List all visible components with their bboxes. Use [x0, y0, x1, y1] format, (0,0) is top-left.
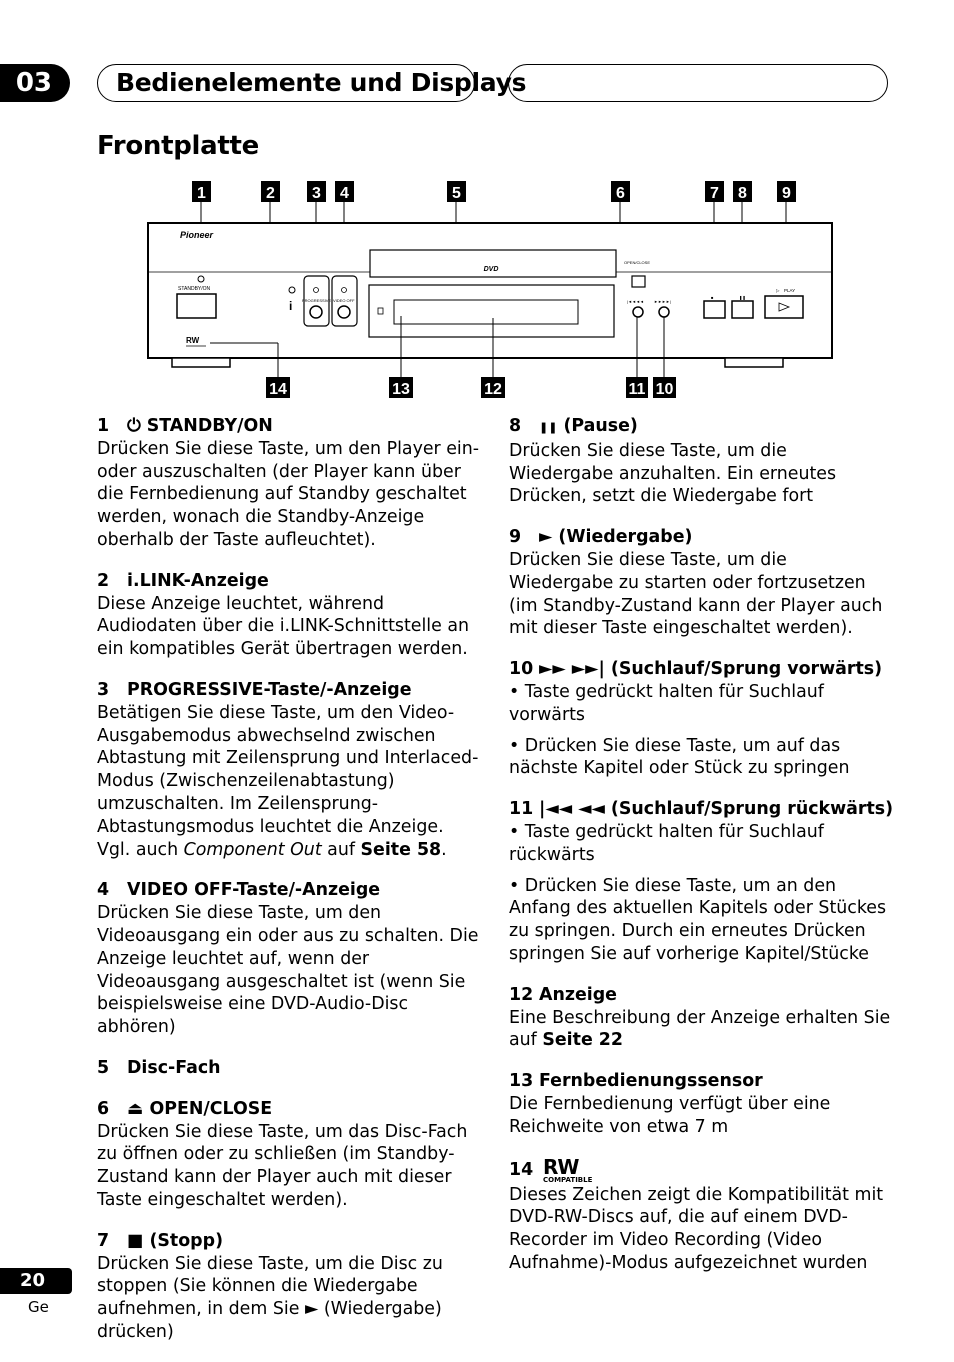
bullet: • Taste gedrückt halten für Suchlauf vorwärts	[509, 681, 824, 725]
item-text: Diese Anzeige leuchtet, während Audiodaten über die i.LINK-Schnittstelle an ein kompatibles Gerät übertragen werden.	[97, 593, 470, 660]
dvd-logo: DVD	[483, 266, 499, 273]
svg-text:►►►►|: ►►►►|	[654, 299, 671, 304]
callout-3-label: 3	[312, 185, 321, 202]
callout-12-label: 12	[484, 381, 502, 398]
callout-4-label: 4	[340, 185, 349, 202]
header-empty-frame	[508, 64, 888, 102]
open-close-button	[632, 276, 645, 287]
callout-1-label: 1	[197, 185, 206, 202]
item-text: Drücken Sie diese Taste, um die Disc zu stoppen (Sie können die Wiedergabe aufnehmen, in dem Sie ► (Wiedergabe) drücken)	[97, 1253, 443, 1342]
item-title: OPEN/CLOSE	[149, 1098, 273, 1119]
right-column	[509, 415, 893, 1293]
item-text: Drücken Sie diese Taste, um die Wiedergabe anzuhalten. Ein erneutes Drücken, setzt die Wiedergabe fort	[509, 440, 837, 507]
pause-button	[732, 301, 753, 318]
item-text: Drücken Sie diese Taste, um das Disc-Fach zu öffnen oder zu schließen (im Standby-Zustand kann der Player auch mit dieser Taste eingeschaltet werden).	[97, 1121, 468, 1210]
ilink-indicator	[289, 287, 295, 293]
item-4: 4 VIDEO OFF-Taste/-Anzeige Drücken Sie diese Taste, um den Videoausgang ein oder aus zu schalten. Die Anzeige leuchtet auf, wenn der Videoausgang ausgeschaltet ist (wenn Sie beispielsweise eine DVD-Audio-Disc abhören)	[97, 879, 481, 1039]
rw-compatible-logo: RW COMPATIBLE	[543, 1154, 593, 1184]
page-number: 20	[0, 1268, 72, 1294]
callout-5-label: 5	[452, 185, 461, 202]
callout-9-label: 9	[782, 185, 791, 202]
item-12: 12 Anzeige Eine Beschreibung der Anzeige erhalten Sie auf Seite 22	[509, 984, 893, 1052]
item-1: 1 ⏻ STANDBY/ON Drücken Sie diese Taste, um den Player ein- oder auszuschalten (der Player kann über die Fernbedienung auf Standby geschaltet werden, wonach die Standby-Anzeige oberhalb der Taste aufleuchtet).	[97, 416, 480, 550]
callout-8-label: 8	[738, 185, 747, 202]
item-13: 13 Fernbedienungssensor Die Fernbedienung verfügt über eine Reichweite von etwa 7 m	[509, 1070, 893, 1138]
standby-label: STANDBY/ON	[178, 286, 211, 292]
skip-forward-button	[659, 307, 669, 317]
front-panel-diagram	[140, 175, 840, 405]
item-text: Dieses Zeichen zeigt die Kompatibilität mit DVD-RW-Discs auf, die auf einem DVD-Recorder im Video Recording (Video Aufnahme)-Modus aufgezeichnet wurden	[509, 1184, 884, 1273]
svg-text:VIDEO OFF: VIDEO OFF	[333, 298, 355, 303]
item-text: Eine Beschreibung der Anzeige erhalten Sie auf Seite 22	[509, 1007, 891, 1051]
bullet: • Taste gedrückt halten für Suchlauf rückwärts	[509, 821, 824, 865]
item-2: 2 i.LINK-Anzeige Diese Anzeige leuchtet, während Audiodaten über die i.LINK-Schnittstelle an ein kompatibles Gerät übertragen werden.	[97, 570, 481, 661]
video-off-button	[338, 306, 350, 318]
rw-compatible-logo: RW	[186, 336, 200, 345]
callout-7-label: 7	[710, 185, 719, 202]
svg-text:PROGRESSIVE: PROGRESSIVE	[302, 298, 332, 303]
svg-text:▷: ▷	[776, 288, 780, 293]
svg-text:OPEN/CLOSE: OPEN/CLOSE	[624, 260, 651, 265]
item-11: 11 |◄◄ ◄◄ (Suchlauf/Sprung rückwärts) • Taste gedrückt halten für Suchlauf rückwärts • Drücken Sie diese Taste, um an den Anfang des aktuellen Kapitels oder Stückes zu springen. Durch ein erneutes Drücken springen Sie auf vorherige Kapitel/Stücke	[509, 799, 894, 964]
svg-text:❚❚: ❚❚	[739, 295, 746, 300]
item-title: (Suchlauf/Sprung vorwärts)	[610, 659, 883, 680]
item-3: 3 PROGRESSIVE-Taste/-Anzeige Betätigen Sie diese Taste, um den Video-Ausgabemodus abwechselnd zwischen Abtastung mit Zeilensprung und Interlaced-Modus (Zwischenzeilenabtastung) umzuschalten. Im Zeilensprung-Abtastungsmodus leuchtet die Anzeige. Vgl. auch Component Out auf Seite 58.	[97, 679, 481, 861]
item-title: (Stopp)	[149, 1230, 224, 1251]
callouts-bottom	[266, 377, 676, 398]
svg-text:i: i	[289, 299, 293, 313]
callout-6-label: 6	[616, 185, 625, 202]
brand-logo: Pioneer	[180, 230, 214, 240]
callouts-top	[192, 181, 796, 202]
chapter-number-badge: 03	[0, 64, 70, 102]
bullet: • Drücken Sie diese Taste, um an den Anfang des aktuellen Kapitels oder Stückes zu springen. Durch ein erneutes Drücken springen Sie auf vorherige Kapitel/Stücke	[509, 875, 887, 964]
item-title: (Wiedergabe)	[558, 527, 693, 548]
callout-10-label: 10	[655, 381, 674, 398]
item-text: Betätigen Sie diese Taste, um den Video-Ausgabemodus abwechselnd zwischen Abtastung mit Zeilensprung und Interlaced-Modus (Zwischenzeilenabtastung) umzuschalten. Im Zeilensprung-Abtastungsmodus leuchtet die Anzeige. Vgl. auch Component Out auf Seite 58.	[97, 702, 479, 860]
callout-2-label: 2	[266, 185, 275, 202]
item-title: Disc-Fach	[127, 1057, 221, 1078]
callout-13-label: 13	[392, 381, 410, 398]
player-foot-right	[725, 358, 783, 367]
item-title: Fernbedienungssensor	[539, 1071, 763, 1092]
item-14: 14 RW COMPATIBLE Dieses Zeichen zeigt die Kompatibilität mit DVD-RW-Discs auf, die auf einem DVD-Recorder im Video Recording (Video Aufnahme)-Modus aufgezeichnet wurden	[509, 1157, 893, 1275]
callout-14-label: 14	[269, 381, 287, 398]
item-text: Drücken Sie diese Taste, um die Wiedergabe zu starten oder fortzusetzen (im Standby-Zustand kann der Player auch mit dieser Taste eingeschaltet werden).	[509, 549, 883, 639]
item-title: (Pause)	[563, 416, 638, 436]
item-title: VIDEO OFF-Taste/-Anzeige	[127, 880, 381, 901]
progressive-button	[310, 306, 322, 318]
stop-button	[704, 301, 725, 318]
item-title: (Suchlauf/Sprung rückwärts)	[610, 799, 894, 820]
item-title: STANDBY/ON	[146, 416, 273, 436]
chapter-title: Bedienelemente und Displays	[116, 68, 527, 97]
player-foot-left	[172, 358, 230, 367]
left-column	[97, 415, 481, 1362]
standby-indicator	[198, 276, 204, 282]
callout-11-label: 11	[628, 381, 646, 398]
item-10: 10 ►► ►►| (Suchlauf/Sprung vorwärts) • Taste gedrückt halten für Suchlauf vorwärts • Drücken Sie diese Taste, um auf das nächste Kapitel oder Stück zu springen	[509, 658, 893, 780]
language-code: Ge	[28, 1298, 49, 1316]
item-title: PROGRESSIVE-Taste/-Anzeige	[127, 679, 412, 700]
item-title: i.LINK-Anzeige	[127, 570, 269, 591]
item-text: Drücken Sie diese Taste, um den Videoausgang ein oder aus zu schalten. Die Anzeige leuchtet auf, wenn der Videoausgang ausgeschaltet ist (wenn Sie beispielsweise eine DVD-Audio-Disc abhören)	[97, 903, 479, 1038]
item-text: Drücken Sie diese Taste, um den Player ein- oder auszuschalten (der Player kann über die Fernbedienung auf Standby geschaltet werden, wonach die Standby-Anzeige oberhalb der Taste aufleuchtet).	[97, 438, 480, 550]
item-7: 7 ■ (Stopp) Drücken Sie diese Taste, um die Disc zu stoppen (Sie können die Wiedergabe aufnehmen, in dem Sie ► (Wiedergabe) drücken)	[97, 1230, 481, 1344]
item-title: Anzeige	[539, 984, 617, 1005]
item-text: Die Fernbedienung verfügt über eine Reichweite von etwa 7 m	[509, 1093, 831, 1137]
display-panel	[394, 300, 578, 324]
svg-text:PLAY: PLAY	[784, 288, 796, 293]
item-8: 8 ❚❚ (Pause) Drücken Sie diese Taste, um die Wiedergabe anzuhalten. Ein erneutes Drücken, setzt die Wiedergabe fort	[509, 415, 893, 508]
section-title: Frontplatte	[97, 131, 259, 161]
skip-back-button	[633, 307, 643, 317]
item-9: 9 ► (Wiedergabe) Drücken Sie diese Taste, um die Wiedergabe zu starten oder fortzusetzen (im Standby-Zustand kann der Player auch mit dieser Taste eingeschaltet werden).	[509, 526, 893, 640]
standby-button	[177, 294, 216, 318]
ir-sensor	[378, 308, 383, 314]
svg-text:|◄◄◄◄: |◄◄◄◄	[627, 299, 644, 304]
item-6: 6 ⏏ OPEN/CLOSE Drücken Sie diese Taste, um das Disc-Fach zu öffnen oder zu schließen (im Standby-Zustand kann der Player auch mit dieser Taste eingeschaltet werden).	[97, 1098, 481, 1212]
item-5: 5 Disc-Fach	[97, 1057, 221, 1078]
svg-text:■: ■	[711, 295, 714, 300]
bullet: • Drücken Sie diese Taste, um auf das nächste Kapitel oder Stück zu springen	[509, 735, 850, 779]
